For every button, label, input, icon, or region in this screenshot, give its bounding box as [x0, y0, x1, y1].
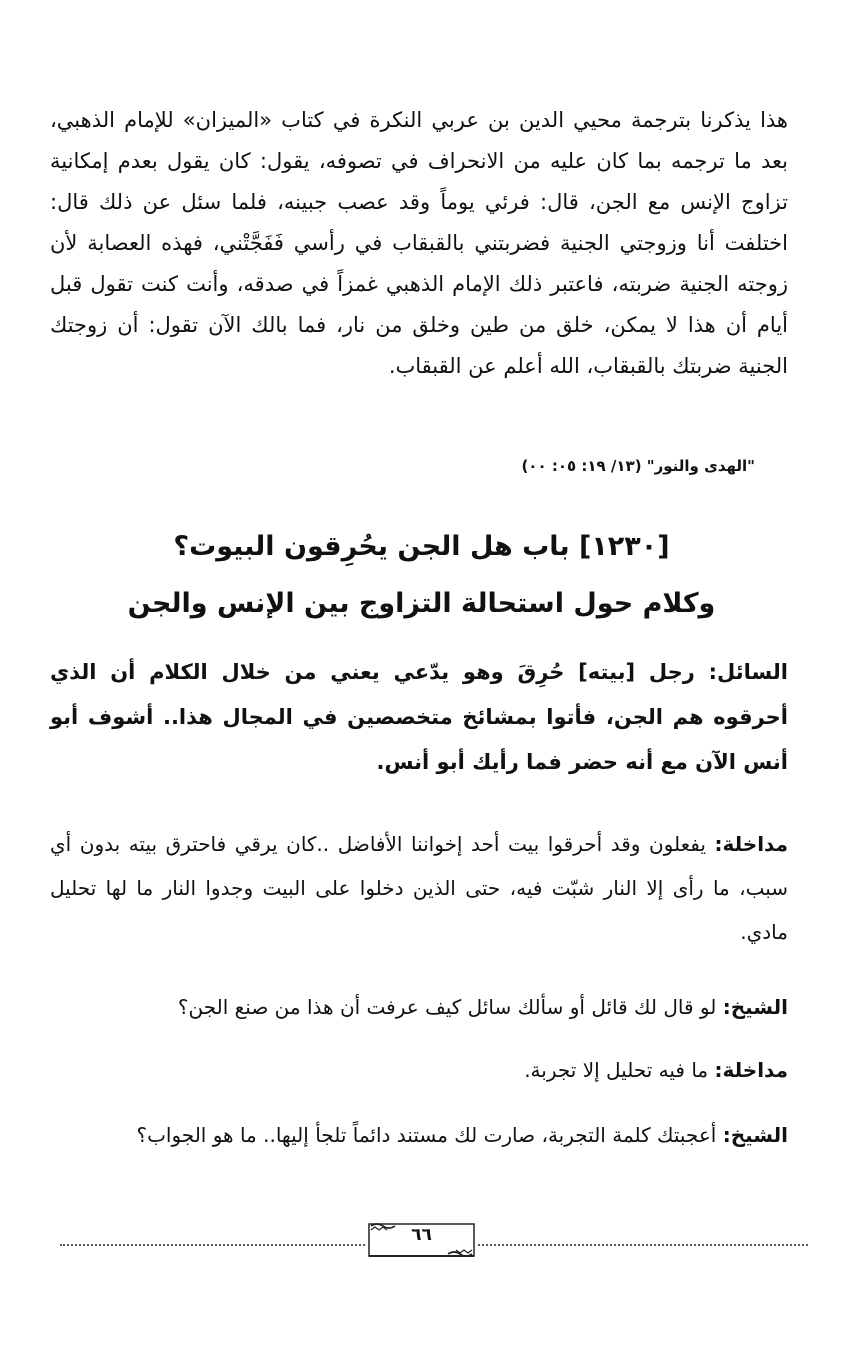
page-number: ٦٦ [411, 1225, 432, 1245]
speaker-label: مداخلة: [714, 1058, 788, 1082]
footer-divider-left [60, 1244, 365, 1246]
dialogue-text: يفعلون وقد أحرقوا بيت أحد إخواننا الأفاضل ..كان يرقي فاحترق بيته بدون أي سبب، ما رأى إلا النار شبّت فيه، حتى الذين دخلوا على البيت وجدوا النار ما لها تحليل مادي. [50, 832, 788, 944]
speaker-label: السائل: [708, 660, 788, 684]
dialogue-text: لو قال لك قائل أو سألك سائل كيف عرفت أن هذا من صنع الجن؟ [177, 995, 723, 1019]
chapter-heading-line-2: وكلام حول استحالة التزاوج بين الإنس والجن [127, 588, 716, 619]
dialogue-sheikh-1 [50, 986, 788, 1028]
speaker-label: الشيخ: [722, 995, 788, 1019]
dialogue-sheikh-2 [50, 1113, 788, 1157]
speaker-label: مداخلة: [714, 832, 788, 856]
page-number-frame [365, 1221, 478, 1261]
dialogue-text: رجل [بيته] حُرِقَ وهو يدّعي يعني من خلال الكلام أن الذي أحرقوه هم الجن، فأتوا بمشائخ متخصصين في المجال هذا.. أشوف أبو أنس الآن مع أنه حضر فما رأيك أبو أنس. [50, 660, 788, 774]
dialogue-intervention-1 [50, 822, 788, 954]
source-reference: "الهدى والنور" (١٣/ ١٩: ٠٥: ٠٠) [521, 457, 755, 475]
speaker-label: الشيخ: [722, 1123, 788, 1147]
chapter-heading-line-1: [١٢٣٠] باب هل الجن يحُرِقون البيوت؟ [173, 531, 670, 562]
dialogue-text: ما فيه تحليل إلا تجربة. [524, 1058, 715, 1082]
footer-divider-right [478, 1244, 808, 1246]
intro-paragraph: هذا يذكرنا بترجمة محيي الدين بن عربي النكرة في كتاب «الميزان» للإمام الذهبي، بعد ما ترجمه بما كان عليه من الانحراف في تصوفه، يقول: كان يقول بعدم إمكانية تزاوج الإنس مع الجن، قال: فرئي يوماً وقد عصب جبينه، فلما سئل عن ذلك قال: اختلفت أنا وزوجتي الجنية فضربتني بالقبقاب في رأسي فَفَجَّتْني، فهذه العصابة لأن زوجته الجنية ضربته، فاعتبر ذلك الإمام الذهبي غمزاً في صدقه، وأنت كنت تقول قبل أيام أن هذا لا يمكن، خلق من طين وخلق من نار، فما بالك الآن تقول: أن زوجتك الجنية ضربتك بالقبقاب، الله أعلم عن القبقاب. [50, 108, 788, 378]
dialogue-question [50, 650, 788, 785]
dialogue-text: أعجبتك كلمة التجربة، صارت لك مستند دائماً تلجأ إليها.. ما هو الجواب؟ [136, 1123, 723, 1147]
dialogue-intervention-2 [50, 1049, 788, 1091]
